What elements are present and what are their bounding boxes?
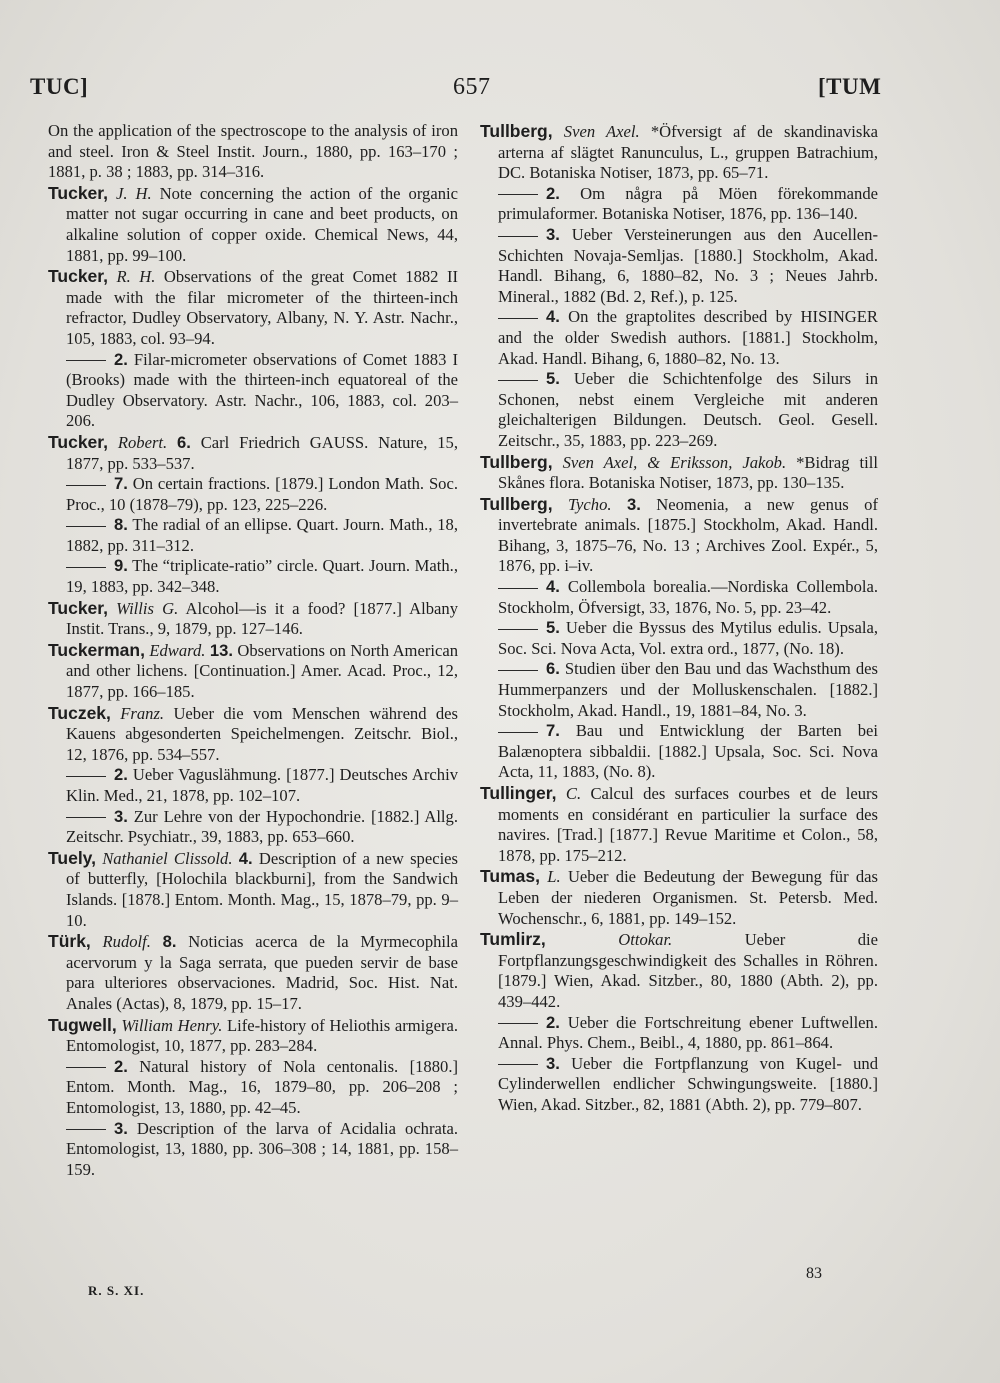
author-forename: Rudolf. bbox=[102, 932, 151, 952]
author-forename: R. H. bbox=[116, 267, 156, 287]
ditto-dash bbox=[498, 236, 538, 237]
bibliography-entry bbox=[480, 307, 878, 369]
entry-number: 2. bbox=[114, 349, 128, 369]
entry-number: 4. bbox=[238, 848, 253, 868]
bibliography-entry bbox=[48, 474, 458, 515]
entry-number: 9. bbox=[114, 556, 128, 576]
bibliography-entry bbox=[48, 183, 458, 266]
entry-text: Ueber Vaguslähmung. [1877.] Deutsches Archiv Klin. Med., 21, 1878, pp. 102–107. bbox=[66, 765, 458, 805]
author-surname: Tuely, bbox=[48, 847, 96, 868]
entry-number: 8. bbox=[162, 932, 177, 952]
entry-number: 3. bbox=[114, 1118, 128, 1138]
bibliography-entry bbox=[480, 121, 878, 184]
entry-text: Calcul des surfaces courbes et de leurs moments en considérant en particulier la surface des navires. [Trad.] [1877.] Revue Maritime et Colon., 58, 1878, pp. 175–212. bbox=[498, 784, 878, 865]
bibliography-entry bbox=[48, 1057, 458, 1119]
entry-text: The “triplicate-ratio” circle. Quart. Journ. Math., 19, 1883, pp. 342–348. bbox=[66, 556, 458, 597]
entry-number: 7. bbox=[546, 721, 560, 741]
entry-text: Alcohol—is it a food? [1877.] Albany Instit. Trans., 9, 1879, pp. 127–146. bbox=[66, 598, 459, 639]
entry-text: Note concerning the action of the organic matter not sugar occurring in cane and beet products, on alkaline solution of copper oxide. Chemical News, 44, 1881, pp. 99–100. bbox=[66, 183, 458, 265]
right-column bbox=[480, 121, 878, 1116]
ditto-dash bbox=[498, 318, 538, 319]
entry-text: Om några på Möen förekommande primulaformer. Botaniska Notiser, 1876, pp. 136–140. bbox=[498, 183, 879, 224]
entry-number: 6. bbox=[546, 659, 560, 679]
author-surname: Tullinger, bbox=[480, 783, 557, 803]
entry-text: Filar-micrometer observations of Comet 1883 I (Brooks) made with the thirteen-inch equatoreal of the Dudley Observatory. Astr. Nachr., 106, 1883, col. 203–206. bbox=[66, 349, 458, 431]
entry-number: 5. bbox=[546, 369, 560, 389]
entry-text: Natural history of Nola centonalis. [1880.] Entom. Month. Mag., 16, 1879–80, pp. 206–208 ; Entomologist, 13, 1880, pp. 42–45. bbox=[66, 1056, 458, 1117]
entry-number: 8. bbox=[114, 515, 128, 535]
bibliography-entry bbox=[480, 225, 878, 307]
author-forename: Edward. bbox=[149, 640, 206, 660]
entry-text: Ueber die Fortpflanzungsgeschwindigkeit des Schalles in Röhren. [1879.] Wien, Akad. Sitzber., 80, 1880 (Abth. 2), pp. 439–442. bbox=[498, 930, 878, 1011]
author-forename: C. bbox=[565, 784, 582, 803]
bibliography-entry bbox=[48, 598, 458, 640]
ditto-dash bbox=[498, 1023, 538, 1024]
bibliography-entry bbox=[480, 1013, 878, 1054]
entry-number: 3. bbox=[546, 1053, 560, 1073]
ditto-dash bbox=[498, 380, 538, 381]
entry-text: Noticias acerca de la Myrmecophila acervorum y la Saga serrata, que pueden servir de base para ulteriores observaciones. Madrid, Soc. Hist. Nat. Anales (Actas), 8, 1879, pp. 15–17. bbox=[66, 932, 459, 1013]
ditto-dash bbox=[66, 1129, 106, 1130]
entry-text: Description of a new species of butterfly, [Holochila blackburni], from the Sandwich Islands. [1878.] Entom. Month. Mag., 15, 1878–79, pp. 9–10. bbox=[66, 848, 458, 930]
entry-text: Observations of the great Comet 1882 II made with the filar micrometer of the thirteen-inch refractor, Dudley Observatory, Albany, N. Y. Astr. Nachr., 105, 1883, col. 93–94. bbox=[66, 267, 458, 348]
author-forename: Sven Axel, & Eriksson, Jakob. bbox=[562, 452, 787, 472]
bibliography-entry bbox=[48, 1119, 458, 1181]
entry-number: 5. bbox=[546, 618, 560, 638]
bibliography-entry bbox=[48, 556, 458, 597]
entry-text: Collembola borealia.—Nordiska Collembola. Stockholm, Öfversigt, 33, 1876, No. 5, pp. 23–42. bbox=[498, 577, 878, 617]
bibliography-entry bbox=[48, 121, 458, 183]
ditto-dash bbox=[498, 1064, 538, 1065]
bibliography-entry bbox=[48, 432, 458, 474]
author-forename: J. H. bbox=[116, 183, 152, 203]
ditto-dash bbox=[498, 588, 538, 589]
author-surname: Tullberg, bbox=[480, 493, 553, 514]
entry-number: 2. bbox=[114, 765, 128, 785]
entry-number: 4. bbox=[546, 307, 560, 327]
author-surname: Tullberg, bbox=[480, 121, 553, 141]
ditto-dash bbox=[498, 732, 538, 733]
author-forename: Franz. bbox=[120, 703, 165, 723]
bibliography-entry bbox=[48, 515, 458, 556]
bibliography-entry bbox=[48, 640, 458, 703]
author-surname: Tucker, bbox=[48, 597, 108, 618]
bibliography-entry bbox=[480, 184, 878, 225]
entry-text: Neomenia, a new genus of invertebrate animals. [1875.] Stockholm, Akad. Handl. Bihang, 3, 1875–76, No. 13 ; Archives Zool. Expér., 5, 1876, pp. i–iv. bbox=[498, 494, 878, 576]
author-surname: Tugwell, bbox=[48, 1014, 117, 1035]
entry-number: 7. bbox=[114, 474, 128, 494]
entry-text: Ueber Versteinerungen aus den Aucellen-Schichten Novaja-Semljas. [1880.] Stockholm, Akad. Handl. Bihang, 6, 1880–82, No. 3 ; Neues Jahrb. Mineral., 1882 (Bd. 2, Ref.), p. 125. bbox=[498, 224, 878, 306]
author-forename: Tycho. bbox=[568, 494, 612, 514]
bibliography-entry bbox=[480, 929, 878, 1012]
entry-number: 4. bbox=[546, 577, 560, 597]
entry-number: 2. bbox=[114, 1056, 128, 1076]
ditto-dash bbox=[66, 1067, 106, 1068]
bibliography-entry bbox=[480, 783, 878, 866]
author-surname: Tullberg, bbox=[480, 451, 553, 472]
ditto-dash bbox=[66, 776, 106, 777]
bibliography-entry bbox=[48, 703, 458, 766]
ditto-dash bbox=[498, 194, 538, 195]
author-surname: Tumas, bbox=[480, 866, 540, 887]
entry-text: On the application of the spectroscope to the analysis of iron and steel. Iron & Steel Instit. Journ., 1880, pp. 163–170 ; 1881, p. 38 ; 1883, pp. 314–316. bbox=[48, 121, 458, 182]
entry-text: On certain fractions. [1879.] London Math. Soc. Proc., 10 (1878–79), pp. 123, 225–226. bbox=[66, 474, 458, 514]
entry-text: Zur Lehre von der Hypochondrie. [1882.] Allg. Zeitschr. Psychiatr., 39, 1883, pp. 653–660. bbox=[66, 806, 458, 847]
ditto-dash bbox=[498, 629, 538, 630]
ditto-dash bbox=[66, 360, 106, 361]
bibliography-entry bbox=[480, 618, 878, 659]
author-surname: Tumlirz, bbox=[480, 929, 546, 950]
entry-text: Ueber die Fortschreitung ebener Luftwellen. Annal. Phys. Chem., Beibl., 4, 1880, pp. 861–864. bbox=[498, 1012, 878, 1053]
bibliography-entry bbox=[480, 577, 878, 618]
bibliography-entry bbox=[480, 452, 878, 494]
page-number: 657 bbox=[453, 74, 491, 100]
bibliography-entry bbox=[48, 807, 458, 848]
author-surname: Tucker, bbox=[48, 182, 108, 203]
entry-number: 3. bbox=[626, 494, 641, 514]
bibliography-entry bbox=[480, 659, 878, 721]
entry-text: Ueber die Bedeutung der Bewegung für das Leben der niederen Organismen. St. Petersb. Med. Wochenschr., 6, 1881, pp. 149–152. bbox=[498, 867, 879, 928]
author-surname: Tucker, bbox=[48, 266, 108, 287]
ditto-dash bbox=[66, 567, 106, 568]
author-forename: L. bbox=[547, 867, 561, 887]
entry-text: *Öfversigt af de skandinaviska arterna af slägtet Ranunculus, L., gruppen Batrachium, DC. Botaniska Notiser, 1873, pp. 65–71. bbox=[498, 122, 878, 183]
running-head-right: [TUM bbox=[818, 74, 882, 99]
left-column bbox=[48, 121, 458, 1180]
entry-number: 2. bbox=[546, 183, 560, 203]
bibliography-entry bbox=[480, 494, 878, 577]
bibliography-entry bbox=[48, 350, 458, 432]
author-forename: Sven Axel. bbox=[563, 122, 640, 141]
entry-text: *Bidrag till Skånes flora. Botaniska Notiser, 1873, pp. 130–135. bbox=[498, 452, 878, 493]
entry-text: The radial of an ellipse. Quart. Journ. Math., 18, 1882, pp. 311–312. bbox=[66, 515, 458, 555]
entry-text: Bau und Entwicklung der Barten bei Balænoptera sibbaldii. [1882.] Upsala, Soc. Sci. Nova Acta, 11, 1883, (No. 8). bbox=[498, 721, 878, 782]
entry-number: 3. bbox=[546, 224, 560, 244]
entry-text: Description of the larva of Acidalia ochrata. Entomologist, 13, 1880, pp. 306–308 ; 14, 1881, pp. 158–159. bbox=[66, 1118, 458, 1179]
entry-number: 13. bbox=[209, 640, 233, 660]
running-head-left: TUC] bbox=[30, 74, 89, 99]
bibliography-entry bbox=[48, 765, 458, 806]
author-surname: Tuczek, bbox=[48, 702, 111, 723]
author-surname: Türk, bbox=[48, 931, 91, 952]
entry-text: Ueber die Byssus des Mytilus edulis. Upsala, Soc. Sci. Nova Acta, Vol. extra ord., 1877, (No. 18). bbox=[498, 618, 878, 658]
entry-text: Observations on North American and other lichens. [Continuation.] Amer. Acad. Proc., 12, 1877, pp. 166–185. bbox=[66, 640, 458, 702]
entry-text: Studien über den Bau und das Wachsthum des Hummerpanzers und der Molluskenschalen. [1882.] Stockholm, Akad. Handl., 19, 1881–84, No. 3. bbox=[498, 659, 878, 720]
ditto-dash bbox=[66, 485, 106, 486]
bibliography-entry bbox=[48, 1015, 458, 1057]
entry-number: 3. bbox=[114, 806, 128, 826]
author-forename: Ottokar. bbox=[618, 930, 673, 950]
bibliography-entry bbox=[480, 721, 878, 783]
author-forename: William Henry. bbox=[121, 1015, 223, 1035]
entry-number: 2. bbox=[546, 1012, 560, 1032]
author-forename: Nathaniel Clissold. bbox=[102, 848, 233, 868]
author-surname: Tucker, bbox=[48, 431, 108, 452]
ditto-dash bbox=[498, 670, 538, 671]
bibliography-entry bbox=[48, 931, 458, 1014]
entry-text: Carl Friedrich GAUSS. Nature, 15, 1877, pp. 533–537. bbox=[66, 432, 459, 473]
bibliography-entry bbox=[48, 266, 458, 349]
author-forename: Robert. bbox=[117, 432, 168, 452]
entry-number: 6. bbox=[177, 432, 191, 452]
author-surname: Tuckerman, bbox=[48, 639, 145, 660]
entry-text: Ueber die Schichtenfolge des Silurs in Schonen, nebst einem Vergleiche mit anderen gleichalterigen Bildungen. Deutsch. Geol. Gesell. Zeitschr., 35, 1883, pp. 223–269. bbox=[498, 369, 878, 450]
ditto-dash bbox=[66, 817, 106, 818]
signature-mark: R. S. XI. bbox=[88, 1283, 145, 1298]
bibliography-entry bbox=[480, 866, 878, 929]
bibliography-entry bbox=[480, 1054, 878, 1116]
author-forename: Willis G. bbox=[116, 598, 179, 618]
ditto-dash bbox=[66, 526, 106, 527]
entry-text: Ueber die vom Menschen während des Kauens abgesonderten Speichelmengen. Zeitschr. Biol., 12, 1876, pp. 534–557. bbox=[66, 703, 459, 764]
entry-text: Ueber die Fortpflanzung von Kugel- und Cylinderwellen endlicher Schwingungsweite. [1880.] Wien, Akad. Sitzber., 82, 1881 (Abth. 2), pp. 779–807. bbox=[498, 1053, 878, 1114]
bibliography-entry bbox=[480, 369, 878, 451]
bibliography-entry bbox=[48, 848, 458, 931]
sheet-number: 83 bbox=[806, 1265, 822, 1282]
entry-text: On the graptolites described by HISINGER and the older Swedish authors. [1881.] Stockholm, Akad. Handl. Bihang, 6, 1880–82, No. 13. bbox=[498, 307, 878, 368]
entry-text: Life-history of Heliothis armigera. Entomologist, 10, 1877, pp. 283–284. bbox=[66, 1015, 458, 1056]
